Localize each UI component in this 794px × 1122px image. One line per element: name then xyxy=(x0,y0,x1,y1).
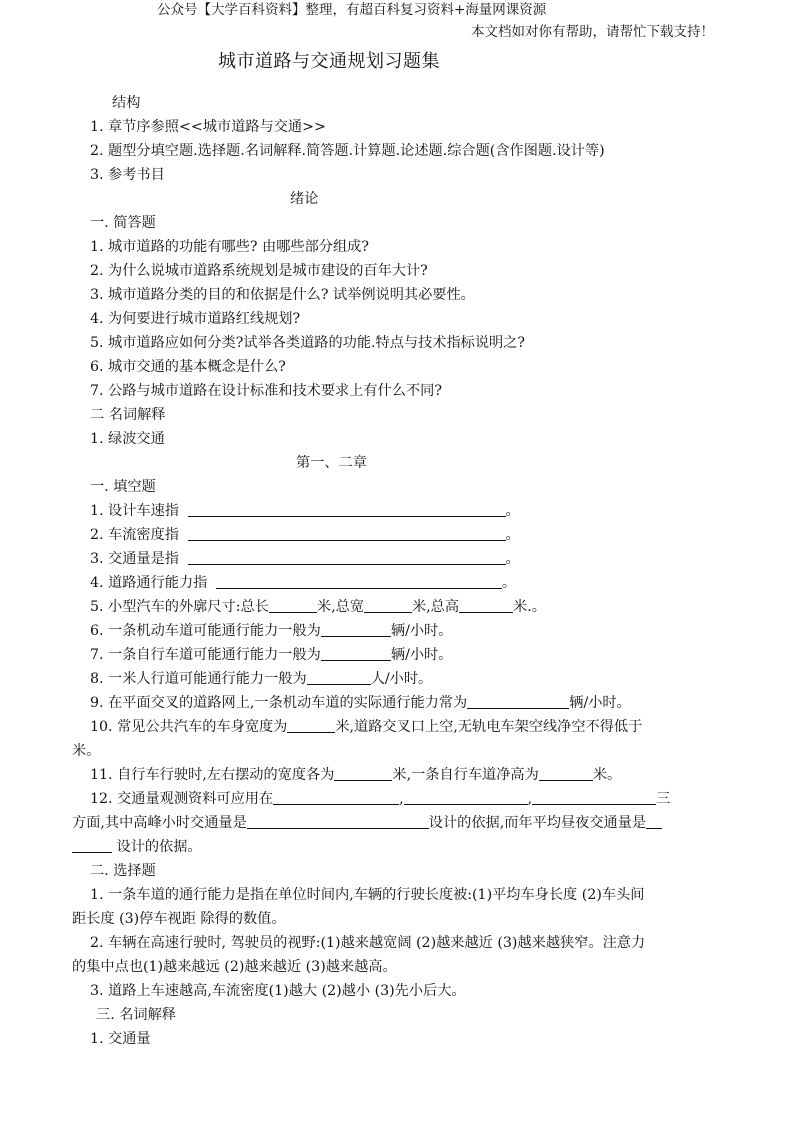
question-text: 方面,其中高峰小时交通量是 xyxy=(72,815,247,831)
fill-question-7 xyxy=(90,645,452,665)
answer-blank[interactable] xyxy=(216,574,502,589)
question-text: 12. 交通量观测资料可应用在 xyxy=(90,791,274,807)
structure-item: 1. 章节序参照<<城市道路与交通>> xyxy=(90,119,326,135)
answer-blank[interactable] xyxy=(646,814,662,829)
subsection-heading: 二 名词解释 xyxy=(90,407,166,423)
answer-blank[interactable] xyxy=(188,502,506,517)
answer-blank[interactable] xyxy=(321,646,391,661)
question-text: 辆/小时。 xyxy=(390,623,453,639)
term-item: 1. 交通量 xyxy=(90,1031,151,1047)
question-text: 设计的依据,而年平均昼夜交通量是 xyxy=(428,815,647,831)
subsection-heading: 三. 名词解释 xyxy=(96,1007,176,1023)
answer-blank[interactable] xyxy=(188,526,506,541)
fill-question-12-cont2 xyxy=(72,837,202,857)
answer-blank[interactable] xyxy=(364,598,412,613)
header-line-1: 公众号【大学百科资料】整理，有超百科复习资料+海量网课资源 xyxy=(157,2,547,18)
question-text: 9. 在平面交叉的道路网上,一条机动车道的实际通行能力常为 xyxy=(90,695,468,711)
choice-question-2: 2. 车辆在高速行驶时, 驾驶员的视野:(1)越来越宽阔 (2)越来越近 (3)越来越狭窄。注意力 xyxy=(90,935,646,951)
answer-blank[interactable] xyxy=(307,670,371,685)
fill-question-10 xyxy=(90,717,642,737)
section-heading-ch12: 第一、二章 xyxy=(296,455,367,471)
fill-question-9 xyxy=(90,693,631,713)
question-item: 1. 城市道路的功能有哪些? 由哪些部分组成? xyxy=(90,239,369,255)
answer-blank[interactable] xyxy=(321,622,391,637)
question-text: 米。 xyxy=(592,767,622,783)
answer-blank[interactable] xyxy=(269,598,317,613)
answer-blank[interactable] xyxy=(334,766,392,781)
question-item: 5. 城市道路应如何分类?试举各类道路的功能.特点与技术指标说明之? xyxy=(90,335,526,351)
question-text: 米,总高 xyxy=(411,599,460,615)
choice-question-2-cont: 的集中点也(1)越来越远 (2)越来越近 (3)越来越高。 xyxy=(72,959,397,975)
fill-question-1 xyxy=(90,501,520,521)
question-text: 米,道路交叉口上空,无轨电车架空线净空不得低于 xyxy=(335,719,643,735)
answer-blank[interactable] xyxy=(72,838,112,853)
period: 。 xyxy=(505,551,520,567)
structure-item: 3. 参考书目 xyxy=(90,167,165,183)
question-text: 设计的依据。 xyxy=(116,839,202,855)
subsection-heading: 一. 简答题 xyxy=(90,215,156,231)
term-item: 1. 绿波交通 xyxy=(90,431,165,447)
choice-question-3: 3. 道路上车速越高,车流密度(1)越大 (2)越小 (3)先小后大。 xyxy=(90,983,466,999)
question-item: 4. 为何要进行城市道路红线规划? xyxy=(90,311,301,327)
answer-blank[interactable] xyxy=(459,598,513,613)
answer-blank[interactable] xyxy=(467,694,569,709)
fill-question-3 xyxy=(90,549,520,569)
answer-blank[interactable] xyxy=(539,766,593,781)
period: 。 xyxy=(505,527,520,543)
question-item: 7. 公路与城市道路在设计标准和技术要求上有什么不同? xyxy=(90,383,442,399)
separator: , xyxy=(399,791,404,807)
period: 。 xyxy=(501,575,517,591)
question-text: 2. 车流密度指 xyxy=(90,527,179,543)
fill-question-12 xyxy=(90,789,670,809)
question-text: 1. 设计车速指 xyxy=(90,503,179,519)
question-text: 3. 交通量是指 xyxy=(90,551,179,567)
answer-blank[interactable] xyxy=(404,790,528,805)
question-text: 人/小时。 xyxy=(370,671,433,687)
fill-question-8 xyxy=(90,669,432,689)
period: 。 xyxy=(505,503,520,519)
fill-question-4 xyxy=(90,573,516,593)
question-text: 4. 道路通行能力指 xyxy=(90,575,208,591)
answer-blank[interactable] xyxy=(273,790,399,805)
choice-question-1: 1. 一条车道的通行能力是指在单位时间内,车辆的行驶长度被:(1)平均车身长度 (2)车头间 xyxy=(90,887,645,903)
question-item: 3. 城市道路分类的目的和依据是什么? 试举例说明其必要性。 xyxy=(90,287,475,303)
question-text: 米,总宽 xyxy=(316,599,364,615)
fill-question-11 xyxy=(90,765,621,785)
question-text: 7. 一条自行车道可能通行能力一般为 xyxy=(90,647,321,663)
question-text: 5. 小型汽车的外廓尺寸:总长 xyxy=(90,599,269,615)
answer-blank[interactable] xyxy=(247,814,429,829)
answer-blank[interactable] xyxy=(532,790,656,805)
question-text: 三 xyxy=(656,791,671,807)
structure-item: 2. 题型分填空题.选择题.名词解释.简答题.计算题.论述题.综合题(含作图题.设计等) xyxy=(90,143,605,159)
question-text: 辆/小时。 xyxy=(390,647,453,663)
separator: , xyxy=(527,791,533,807)
question-text: 米。 xyxy=(72,743,101,759)
subsection-heading: 一. 填空题 xyxy=(90,479,156,495)
question-item: 2. 为什么说城市道路系统规划是城市建设的百年大计? xyxy=(90,263,428,279)
question-text: 辆/小时。 xyxy=(569,695,631,711)
choice-question-1-cont: 距长度 (3)停车视距 除得的数值。 xyxy=(72,911,286,927)
question-text: 米,一条自行车道净高为 xyxy=(392,767,539,783)
question-text: 6. 一条机动车道可能通行能力一般为 xyxy=(90,623,321,639)
question-text: 8. 一米人行道可能通行能力一般为 xyxy=(90,671,307,687)
fill-question-2 xyxy=(90,525,520,545)
fill-question-5 xyxy=(90,597,546,617)
fill-question-6 xyxy=(90,621,452,641)
question-text: 米.。 xyxy=(513,599,546,615)
fill-question-10-cont xyxy=(72,741,100,761)
question-text: 11. 自行车行驶时,左右摆动的宽度各为 xyxy=(90,767,335,783)
section-heading-intro: 绪论 xyxy=(290,191,319,207)
structure-heading: 结构 xyxy=(112,95,141,111)
header-line-2: 本文档如对你有帮助，请帮忙下载支持！ xyxy=(471,24,714,40)
answer-blank[interactable] xyxy=(287,718,335,733)
subsection-heading: 二. 选择题 xyxy=(90,863,156,879)
question-text: 10. 常见公共汽车的车身宽度为 xyxy=(90,719,288,735)
fill-question-12-cont xyxy=(72,813,662,833)
question-item: 6. 城市交通的基本概念是什么? xyxy=(90,359,286,375)
document-title: 城市道路与交通规划习题集 xyxy=(218,51,440,72)
answer-blank[interactable] xyxy=(188,550,506,565)
